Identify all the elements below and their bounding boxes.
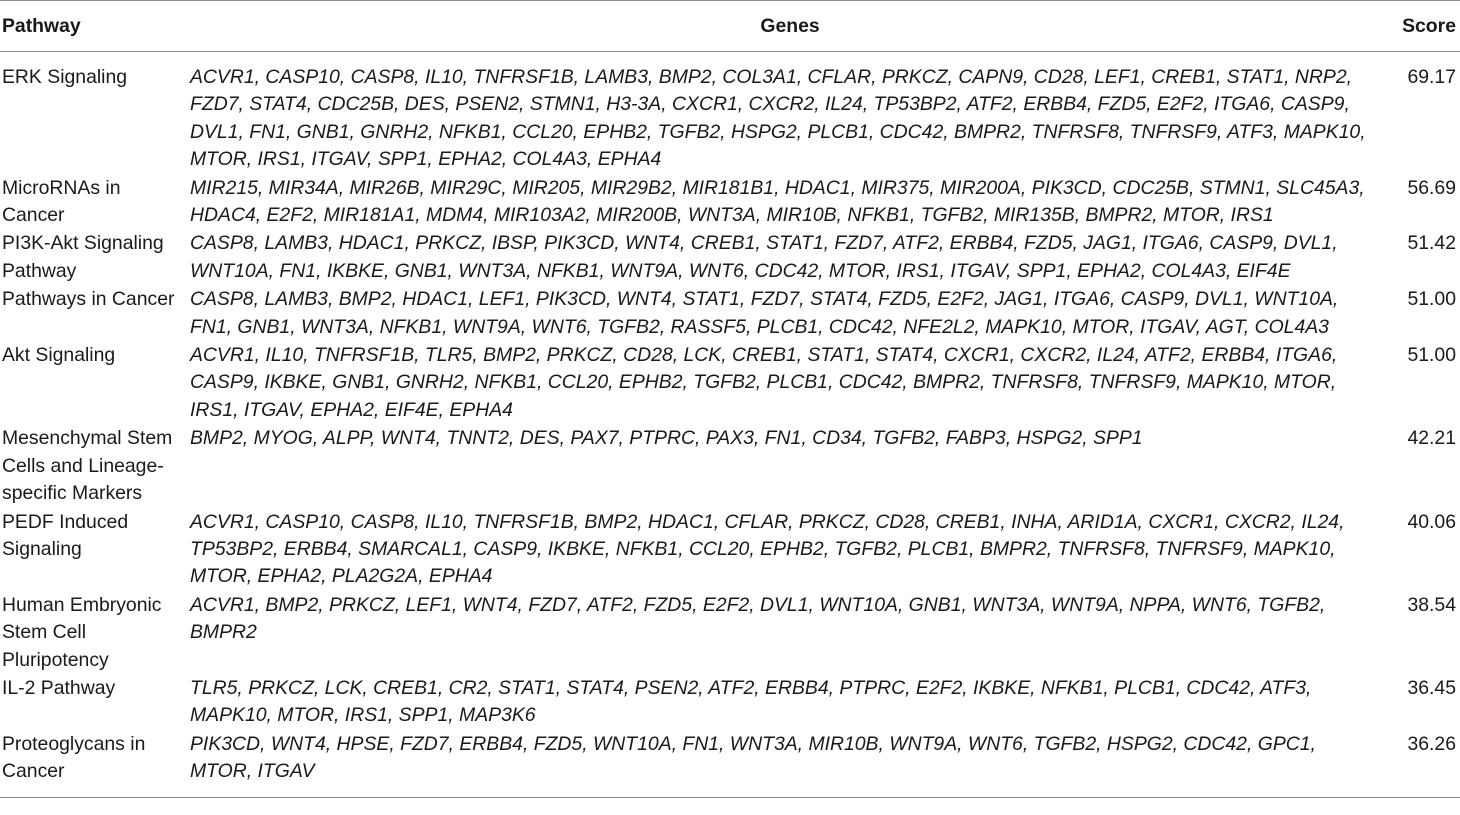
score-cell: 36.26 (1392, 730, 1460, 797)
genes-cell: PIK3CD, WNT4, HPSE, FZD7, ERBB4, FZD5, WNT10A, FN1, WNT3A, MIR10B, WNT9A, WNT6, TGFB2, HSPG2, CDC42, GPC1, MTOR, ITGAV (188, 730, 1392, 797)
genes-cell: ACVR1, CASP10, CASP8, IL10, TNFRSF1B, LAMB3, BMP2, COL3A1, CFLAR, PRKCZ, CAPN9, CD28, LEF1, CREB1, STAT1, NRP2, FZD7, STAT4, CDC25B, DES, PSEN2, STMN1, H3-3A, CXCR1, CXCR2, IL24, TP53BP2, ATF2, ERBB4, FZD5, E2F2, ITGA6, CASP9, DVL1, FN1, GNB1, GNRH2, NFKB1, CCL20, EPHB2, TGFB2, HSPG2, PLCB1, CDC42, BMPR2, TNFRSF8, TNFRSF9, ATF3, MAPK10, MTOR, IRS1, ITGAV, SPP1, EPHA2, COL4A3, EPHA4 (190, 66, 1366, 171)
pathway-cell: Proteoglycans in Cancer (0, 730, 188, 797)
pathway-cell: IL-2 Pathway (2, 676, 116, 699)
table-row (0, 508, 1460, 591)
pathway-cell: Akt Signaling (2, 344, 116, 367)
score-cell: 40.06 (1407, 510, 1456, 533)
table-body (0, 52, 1460, 798)
table-row (0, 285, 1460, 341)
genes-cell: TLR5, PRKCZ, LCK, CREB1, CR2, STAT1, STAT4, PSEN2, ATF2, ERBB4, PTPRC, E2F2, IKBKE, NFKB1, PLCB1, CDC42, ATF3, MAPK10, MTOR, IRS1, SPP1, MAP3K6 (190, 676, 1312, 727)
table-row (0, 229, 1460, 285)
table-row (0, 52, 1460, 174)
score-cell: 36.45 (1407, 676, 1456, 699)
genes-cell: ACVR1, IL10, TNFRSF1B, TLR5, BMP2, PRKCZ, CD28, LCK, CREB1, STAT1, STAT4, CXCR1, CXCR2, IL24, ATF2, ERBB4, ITGA6, CASP9, IKBKE, GNB1, GNRH2, NFKB1, CCL20, EPHB2, TGFB2, PLCB1, CDC42, BMPR2, TNFRSF8, TNFRSF9, MAPK10, MTOR, IRS1, ITGAV, EPHA2, EIF4E, EPHA4 (190, 344, 1338, 421)
table-row (0, 591, 1460, 674)
table-row (0, 424, 1460, 507)
pathway-cell: PI3K-Akt Signaling Pathway (2, 232, 164, 282)
table-row (0, 730, 1460, 797)
score-cell: 38.54 (1407, 593, 1456, 616)
genes-cell: CASP8, LAMB3, BMP2, HDAC1, LEF1, PIK3CD, WNT4, STAT1, FZD7, STAT4, FZD5, E2F2, JAG1, ITGA6, CASP9, DVL1, WNT10A, FN1, GNB1, WNT3A, NFKB1, WNT9A, WNT6, TGFB2, RASSF5, PLCB1, CDC42, NFE2L2, MAPK10, MTOR, ITGAV, AGT, COL4A3 (190, 288, 1339, 338)
score-cell: 51.00 (1407, 288, 1456, 311)
genes-cell: CASP8, LAMB3, HDAC1, PRKCZ, IBSP, PIK3CD, WNT4, CREB1, STAT1, FZD7, ATF2, ERBB4, FZD5, JAG1, ITGA6, CASP9, DVL1, WNT10A, FN1, IKBKE, GNB1, WNT3A, NFKB1, WNT9A, WNT6, CDC42, MTOR, IRS1, ITGAV, SPP1, EPHA2, COL4A3, EIF4E (190, 232, 1338, 282)
table-row (0, 174, 1460, 230)
table-row (0, 674, 1460, 730)
pathway-cell: ERK Signaling (2, 66, 128, 88)
table-header (0, 1, 1460, 52)
header-genes: Genes (188, 1, 1392, 52)
score-cell: 42.21 (1407, 427, 1456, 450)
pathway-cell: Human Embryonic Stem Cell Pluripotency (2, 593, 162, 671)
table-row (0, 341, 1460, 424)
score-cell: 51.00 (1407, 344, 1456, 367)
genes-cell: ACVR1, BMP2, PRKCZ, LEF1, WNT4, FZD7, ATF2, FZD5, E2F2, DVL1, WNT10A, GNB1, WNT3A, WNT9A, NPPA, WNT6, TGFB2, BMPR2 (190, 593, 1326, 644)
score-cell: 56.69 (1407, 176, 1456, 199)
score-cell: 69.17 (1407, 66, 1456, 88)
genes-cell: ACVR1, CASP10, CASP8, IL10, TNFRSF1B, BMP2, HDAC1, CFLAR, PRKCZ, CD28, CREB1, INHA, ARID1A, CXCR1, CXCR2, IL24, TP53BP2, ERBB4, SMARCAL1, CASP9, IKBKE, NFKB1, CCL20, EPHB2, TGFB2, PLCB1, BMPR2, TNFRSF8, TNFRSF9, MAPK10, MTOR, EPHA2, PLA2G2A, EPHA4 (190, 510, 1345, 588)
pathway-cell: Mesenchymal Stem Cells and Lineage-specific Markers (2, 427, 173, 505)
score-cell: 51.42 (1407, 232, 1456, 255)
pathway-cell: Pathways in Cancer (2, 288, 175, 311)
pathway-cell: MicroRNAs in Cancer (2, 176, 121, 227)
header-score: Score (1392, 1, 1460, 52)
header-pathway: Pathway (0, 1, 188, 52)
genes-cell: MIR215, MIR34A, MIR26B, MIR29C, MIR205, MIR29B2, MIR181B1, HDAC1, MIR375, MIR200A, PIK3CD, CDC25B, STMN1, SLC45A3, HDAC4, E2F2, MIR181A1, MDM4, MIR103A2, MIR200B, WNT3A, MIR10B, NFKB1, TGFB2, MIR135B, BMPR2, MTOR, IRS1 (190, 176, 1365, 227)
pathway-cell: PEDF Induced Signaling (2, 510, 129, 560)
header-row (0, 1, 1460, 52)
genes-cell: BMP2, MYOG, ALPP, WNT4, TNNT2, DES, PAX7, PTPRC, PAX3, FN1, CD34, TGFB2, FABP3, HSPG2, SPP1 (190, 427, 1143, 450)
